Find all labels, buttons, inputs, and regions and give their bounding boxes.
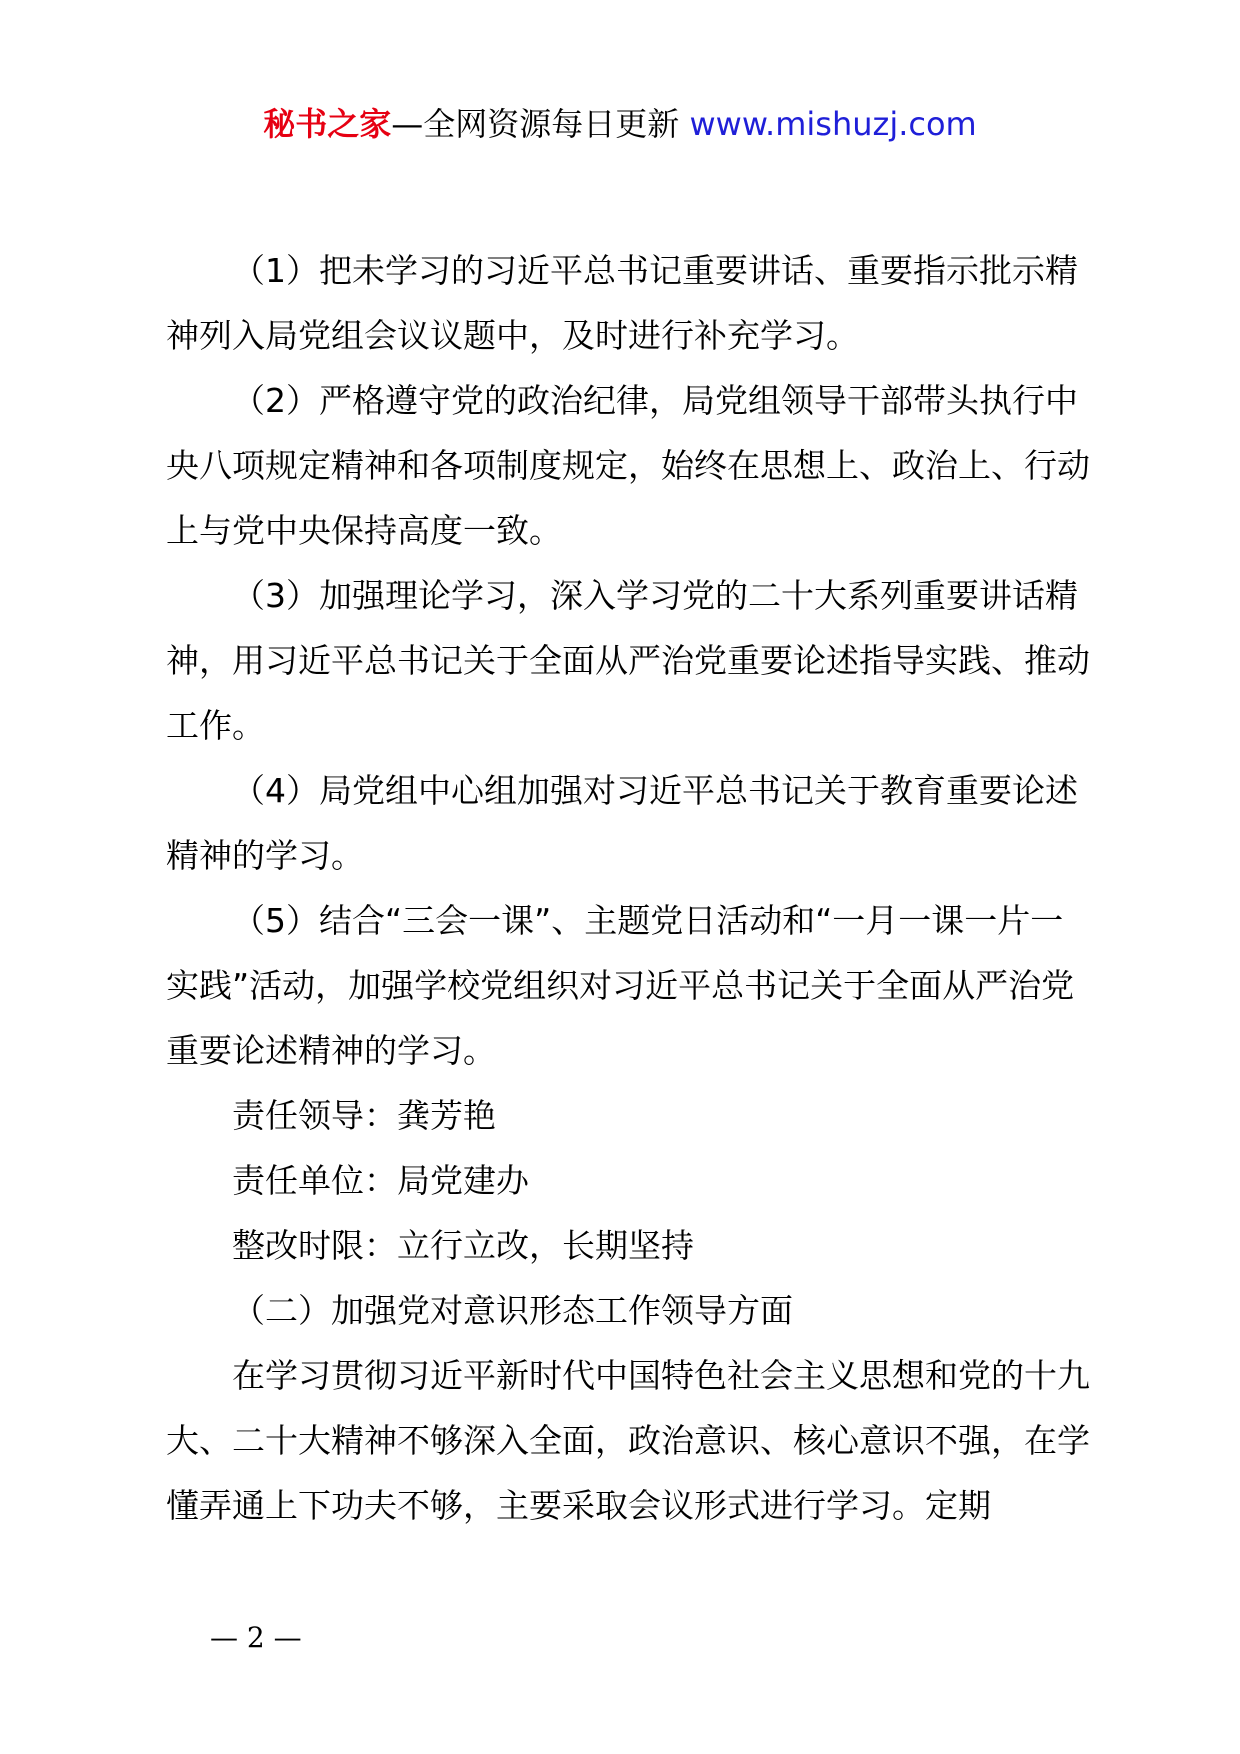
paragraph-item-1: （1）把未学习的习近平总书记重要讲话、重要指示批示精神列入局党组会议议题中，及时进行补充学习。 bbox=[166, 251, 1078, 355]
site-tagline: —全网资源每日更新 bbox=[391, 105, 690, 143]
paragraph-item-3: （3）加强理论学习，深入学习党的二十大系列重要讲话精神，用习近平总书记关于全面从严治党重要论述指导实践、推动工作。 bbox=[166, 576, 1090, 745]
section-paragraph: 在学习贯彻习近平新时代中国特色社会主义思想和党的十九大、二十大精神不够深入全面，政治意识、核心意识不强，在学懂弄通上下功夫不够，主要采取会议形式进行学习。定期 bbox=[166, 1356, 1090, 1525]
paragraph-item-4: （4）局党组中心组加强对习近平总书记关于教育重要论述精神的学习。 bbox=[166, 771, 1078, 875]
paragraph-item-5: （5）结合“三会一课”、主题党日活动和“一月一课一片一实践”活动，加强学校党组织对习近平总书记关于全面从严治党重要论述精神的学习。 bbox=[166, 901, 1075, 1070]
site-url-link[interactable]: www.mishuzj.com bbox=[689, 105, 977, 143]
rectification-deadline: 整改时限：立行立改，长期坚持 bbox=[232, 1226, 694, 1265]
responsible-unit: 责任单位：局党建办 bbox=[232, 1161, 529, 1200]
page-number: — 2 — bbox=[210, 1621, 302, 1654]
paragraph-item-2: （2）严格遵守党的政治纪律，局党组领导干部带头执行中央八项规定精神和各项制度规定，始终在思想上、政治上、行动上与党中央保持高度一致。 bbox=[166, 381, 1090, 550]
section-heading: （二）加强党对意识形态工作领导方面 bbox=[232, 1291, 793, 1330]
site-header bbox=[0, 100, 1240, 148]
document-body bbox=[166, 238, 1092, 1538]
responsible-leader: 责任领导：龚芳艳 bbox=[232, 1096, 496, 1135]
site-brand: 秘书之家 bbox=[263, 105, 392, 143]
